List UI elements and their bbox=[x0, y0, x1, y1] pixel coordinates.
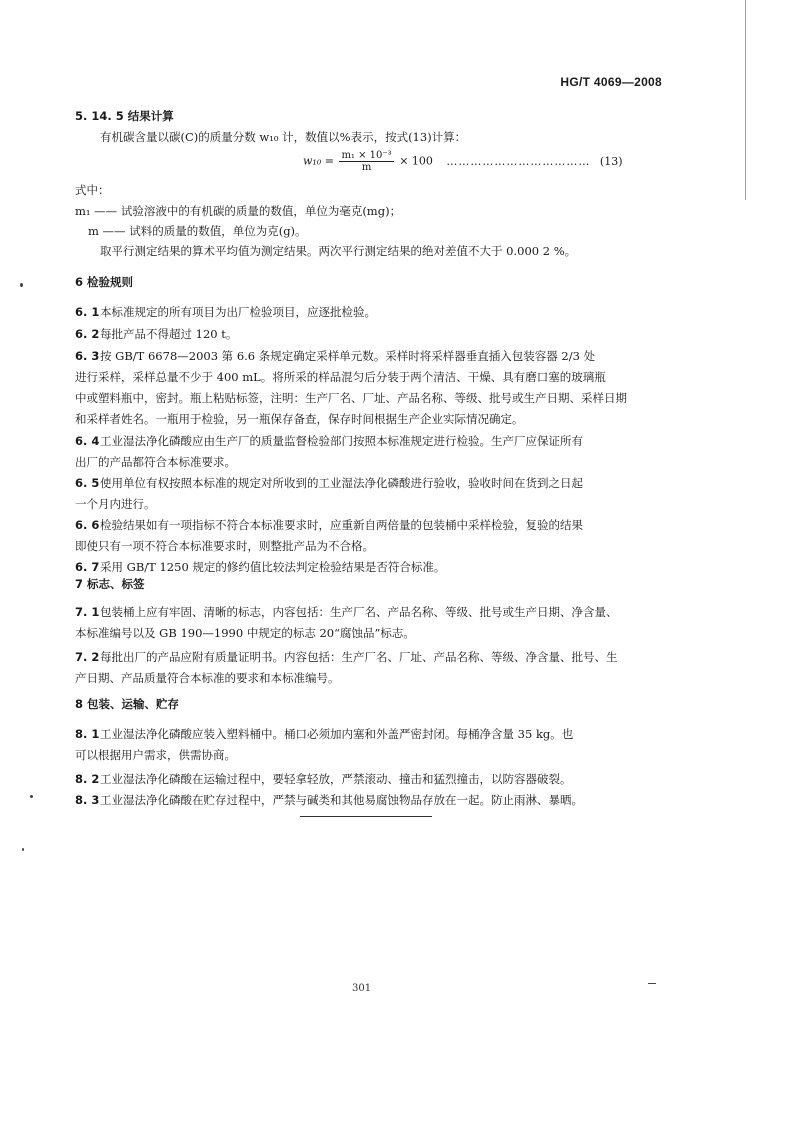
clause-number: 6. 5 bbox=[75, 476, 100, 490]
clause-text: 检验结果如有一项指标不符合本标准要求时，应重新自两倍量的包装桶中采样检验，复验的结果 bbox=[100, 518, 583, 532]
clause-number: 6. 7 bbox=[75, 560, 100, 574]
clause-number: 7. 1 bbox=[75, 605, 100, 619]
clause-text: 工业湿法净化磷酸在运输过程中，要轻拿轻放，严禁滚动、撞击和猛烈撞击，以防容器破裂。 bbox=[100, 772, 572, 786]
scan-speck bbox=[20, 283, 23, 287]
formula-numerator: m₁ × 10⁻³ bbox=[341, 150, 392, 161]
clause-text: 工业湿法净化磷酸应由生产厂的质量监督检验部门按照本标准规定进行检验。生产厂应保证所有 bbox=[100, 434, 583, 448]
clause-text: 包装桶上应有牢固、清晰的标志，内容包括：生产厂名、产品名称、等级、批号或生产日期、净含量、 bbox=[100, 605, 618, 619]
clause-continuation: 进行采样，采样总量不少于 400 mL。将所采的样品混匀后分装于两个清洁、干燥、具有磨口塞的玻璃瓶 bbox=[75, 370, 606, 384]
formula-lhs: w₁₀ = bbox=[303, 154, 334, 168]
scan-speck bbox=[648, 983, 656, 984]
clause-continuation: 出厂的产品都符合本标准要求。 bbox=[75, 455, 236, 469]
formula-tail: × 100 bbox=[399, 154, 433, 168]
clause-number: 6. 6 bbox=[75, 518, 100, 532]
formula-number: (13) bbox=[599, 154, 623, 168]
formula-13 bbox=[303, 150, 623, 173]
page-number: 301 bbox=[352, 983, 372, 994]
clause-text: 使用单位有权按照本标准的规定对所收到的工业湿法净化磷酸进行验收，验收时间在货到之日起 bbox=[100, 476, 583, 490]
section-title-8: 8 包装、运输、贮存 bbox=[75, 697, 180, 711]
clause-text: 工业湿法净化磷酸应装入塑料桶中。桶口必须加内塞和外盖严密封闭。每桶净含量 35 kg。也 bbox=[100, 727, 574, 741]
clause-number: 8. 3 bbox=[75, 793, 100, 807]
clause-continuation: 和采样者姓名。一瓶用于检验，另一瓶保存备查，保存时间根据生产企业实际情况确定。 bbox=[75, 412, 524, 426]
clause-continuation: 即使只有一项不符合本标准要求时，则整批产品为不合格。 bbox=[75, 539, 374, 553]
clause-number: 6. 4 bbox=[75, 434, 100, 448]
section-title-6: 6 检验规则 bbox=[75, 275, 134, 289]
clause-number: 7. 2 bbox=[75, 650, 100, 664]
clause-number: 8. 1 bbox=[75, 727, 100, 741]
section-title-5-14-5: 5. 14. 5 结果计算 bbox=[75, 109, 174, 123]
clause-text: 工业湿法净化磷酸在贮存过程中，严禁与碱类和其他易腐蚀物品存放在一起。防止雨淋、暴晒。 bbox=[100, 793, 583, 807]
formula-fraction bbox=[339, 150, 393, 173]
clause-number: 6. 2 bbox=[75, 327, 100, 341]
scan-speck bbox=[30, 795, 33, 798]
standard-number: HG/T 4069—2008 bbox=[560, 75, 662, 89]
clause-text: 每批出厂的产品应附有质量证明书。内容包括：生产厂名、厂址、产品名称、等级、净含量、批号、生 bbox=[100, 650, 618, 664]
formula-leader-dots: ……………………………… bbox=[446, 154, 591, 168]
clause-continuation: 本标准编号以及 GB 190—1990 中规定的标志 20“腐蚀品”标志。 bbox=[75, 626, 415, 640]
result-conclusion: 取平行测定结果的算术平均值为测定结果。两次平行测定结果的绝对差值不大于 0.000 2 %。 bbox=[100, 244, 577, 258]
clause-text: 采用 GB/T 1250 规定的修约值比较法判定检验结果是否符合标准。 bbox=[100, 560, 446, 574]
where-item: m₁ —— 试验溶液中的有机碳的质量的数值，单位为毫克(mg)； bbox=[75, 204, 402, 218]
section-title-7: 7 标志、标签 bbox=[75, 577, 145, 591]
clause-continuation: 中或塑料瓶中，密封。瓶上粘贴标签，注明：生产厂名、厂址、产品名称、等级、批号或生产日期、采样日期 bbox=[75, 391, 627, 405]
clause-continuation: 一个月内进行。 bbox=[75, 497, 156, 511]
where-item: m —— 试料的质量的数值，单位为克(g)。 bbox=[88, 224, 307, 238]
scan-speck bbox=[22, 848, 24, 851]
end-rule bbox=[300, 816, 432, 817]
clause-number: 8. 2 bbox=[75, 772, 100, 786]
where-label: 式中： bbox=[75, 183, 110, 197]
clause-text: 每批产品不得超过 120 t。 bbox=[100, 327, 238, 341]
result-intro: 有机碳含量以碳(C)的质量分数 w₁₀ 计，数值以%表示，按式(13)计算： bbox=[100, 130, 467, 144]
clause-continuation: 产日期、产品质量符合本标准的要求和本标准编号。 bbox=[75, 671, 340, 685]
clause-continuation: 可以根据用户需求，供需协商。 bbox=[75, 748, 236, 762]
clause-text: 按 GB/T 6678—2003 第 6.6 条规定确定采样单元数。采样时将采样器垂直插入包装容器 2/3 处 bbox=[100, 349, 596, 363]
clause-text: 本标准规定的所有项目为出厂检验项目，应逐批检验。 bbox=[100, 305, 376, 319]
scan-edge-mark bbox=[745, 0, 746, 200]
clause-number: 6. 3 bbox=[75, 349, 100, 363]
clause-number: 6. 1 bbox=[75, 305, 100, 319]
formula-denominator: m bbox=[361, 162, 372, 173]
